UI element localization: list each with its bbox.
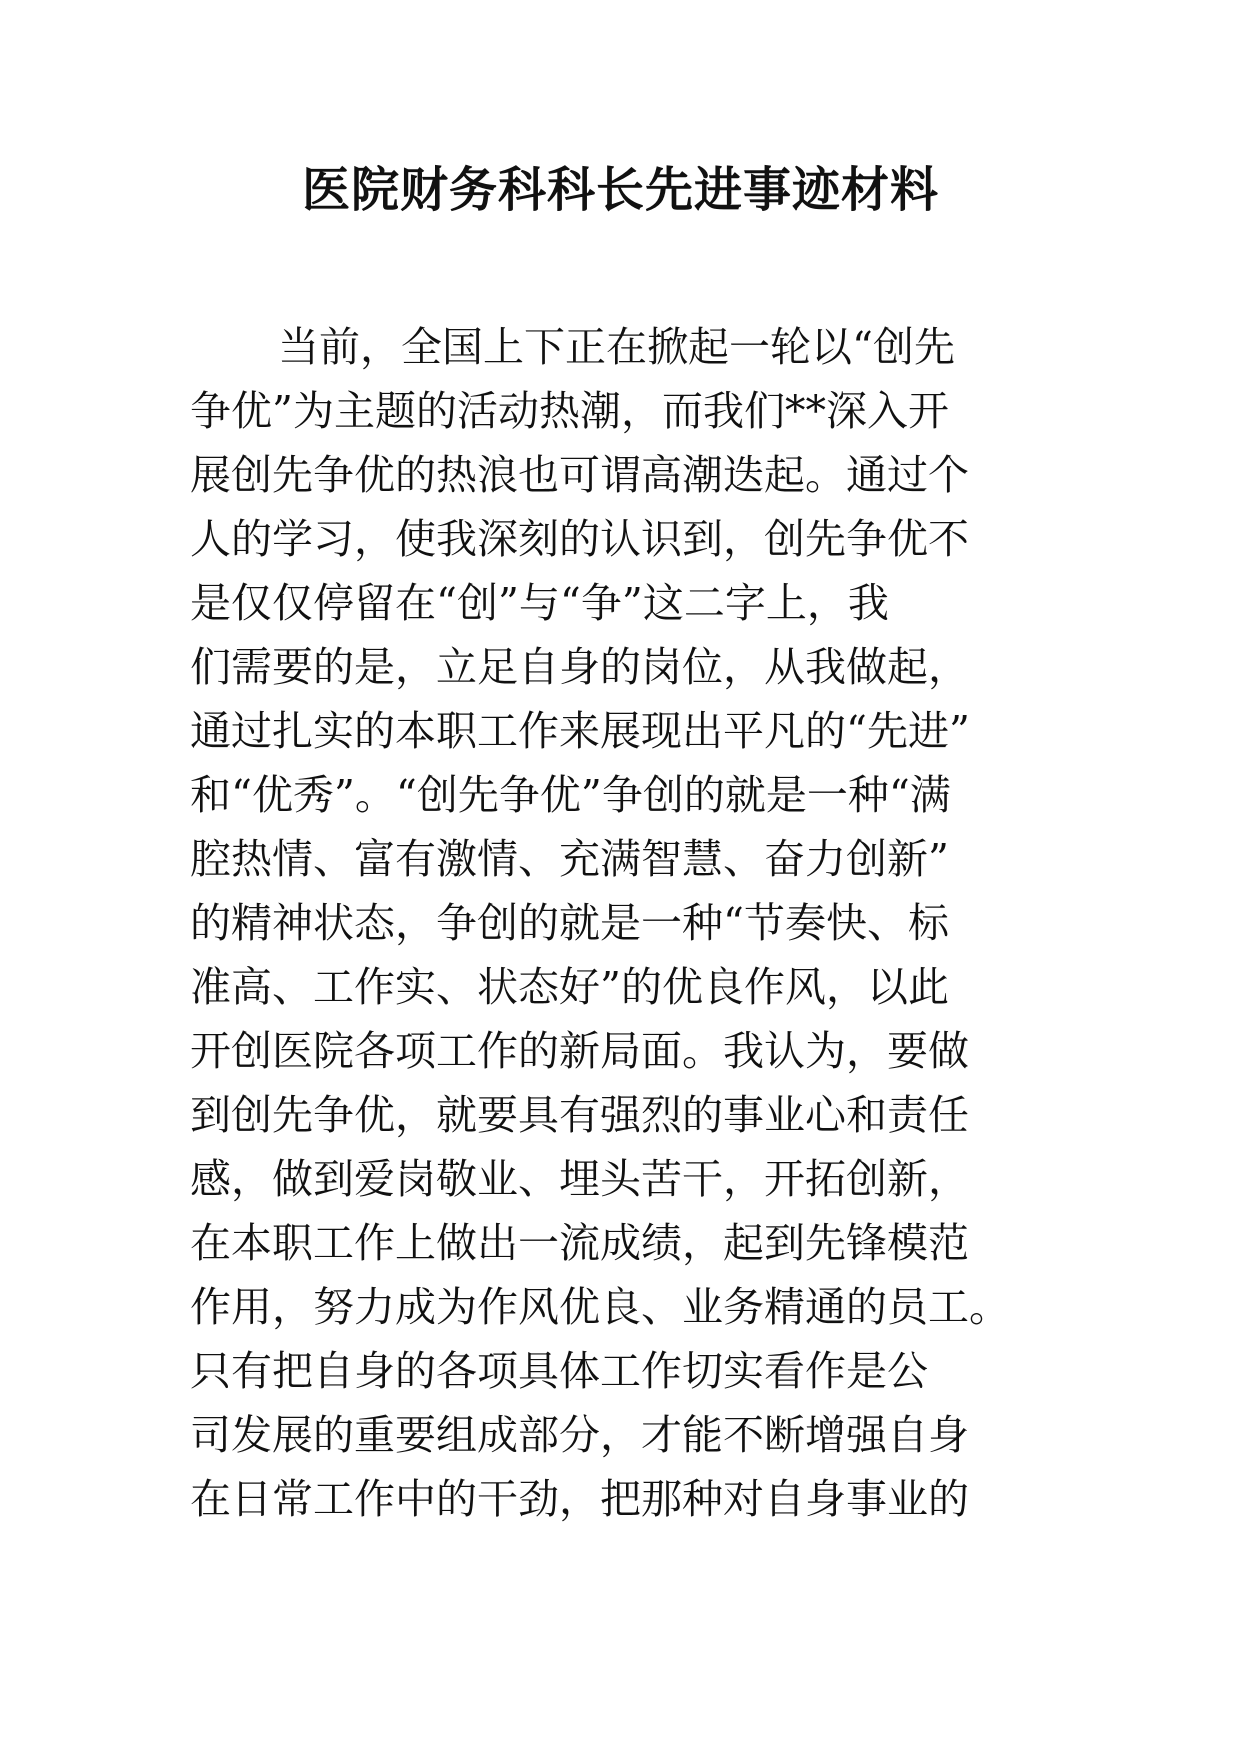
body-line: 是仅仅停留在“创”与“争”这二字上，我 — [190, 579, 889, 627]
body-line: 开创医院各项工作的新局面。我认为，要做 — [190, 1027, 969, 1075]
document-body — [190, 315, 1070, 1531]
body-line: 争优”为主题的活动热潮，而我们**深入开 — [190, 387, 949, 435]
body-line: 通过扎实的本职工作来展现出平凡的“先进” — [190, 707, 970, 755]
document-title: 医院财务科科长先进事迹材料 — [301, 162, 939, 218]
body-line: 们需要的是，立足自身的岗位，从我做起， — [190, 643, 969, 691]
body-line: 的精神状态，争创的就是一种“节奏快、标 — [190, 899, 949, 947]
body-line: 感，做到爱岗敬业、埋头苦干，开拓创新， — [190, 1155, 969, 1203]
body-line: 和“优秀”。“创先争优”争创的就是一种“满 — [190, 771, 951, 819]
body-line: 在本职工作上做出一流成绩，起到先锋模范 — [190, 1219, 969, 1267]
body-line: 在日常工作中的干劲，把那种对自身事业的 — [190, 1475, 969, 1523]
body-line: 当前，全国上下正在掀起一轮以“创先 — [278, 323, 955, 371]
body-line: 到创先争优，就要具有强烈的事业心和责任 — [190, 1091, 969, 1139]
body-line: 展创先争优的热浪也可谓高潮迭起。通过个 — [190, 451, 969, 499]
body-line: 司发展的重要组成部分，才能不断增强自身 — [190, 1411, 969, 1459]
body-line: 准高、工作实、状态好”的优良作风，以此 — [190, 963, 949, 1011]
body-line: 作用，努力成为作风优良、业务精通的员工。 — [190, 1283, 1010, 1331]
body-line: 腔热情、富有激情、充满智慧、奋力创新” — [190, 835, 949, 883]
body-line: 人的学习，使我深刻的认识到，创先争优不 — [190, 515, 969, 563]
body-line: 只有把自身的各项具体工作切实看作是公 — [190, 1347, 928, 1395]
